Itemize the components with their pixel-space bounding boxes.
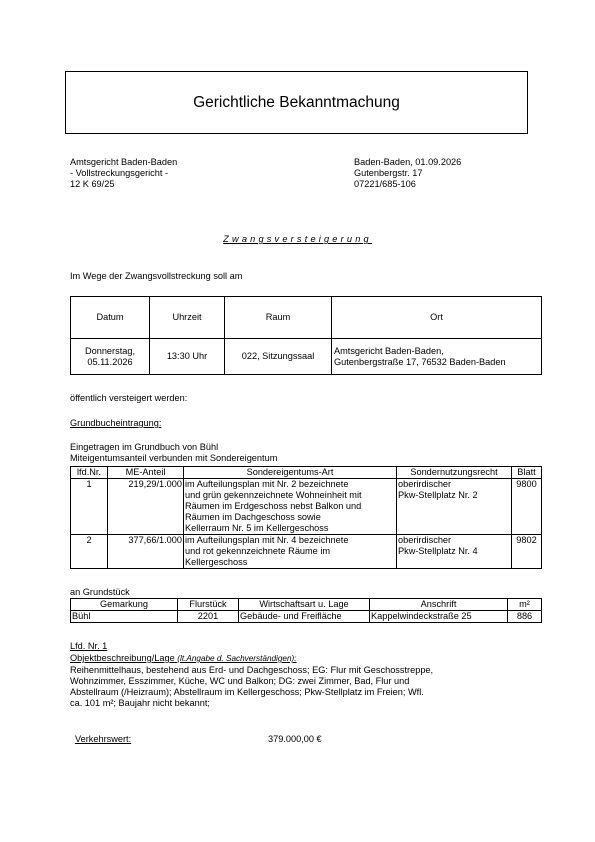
cell-raum: 022, Sitzungssaal [225,339,332,375]
grundstueck-label: an Grundstück [70,587,130,597]
row1-art-line: im Aufteilungsplan mit Nr. 2 bezeichnete [185,479,349,489]
grundbuch-line-1: Eingetragen im Grundbuch von Bühl [70,442,219,452]
col-me-anteil: ME-Anteil [108,467,184,479]
cell-uhrzeit: 13:30 Uhr [150,339,225,375]
row2-art [184,535,397,569]
cell-anschrift: Kappelwindeckstraße 25 [370,611,508,623]
row2-art-line: im Aufteilungsplan mit Nr. 4 bezeichnete [185,535,349,545]
grundbuch-line-2: Miteigentumsanteil verbunden mit Sondereigentum [70,453,278,463]
datum-weekday: Donnerstag, [84,345,136,356]
grundbuch-heading: Grundbucheintragung: [70,418,162,428]
section-heading: Zwangsversteigerung [223,234,372,244]
row1-anteil: 219,29/1.000 [108,479,184,535]
court-address [70,157,177,190]
row1-art-line: Räumen im Dachgeschoss sowie [185,512,321,522]
objekt-description [70,665,433,709]
cell-ort [332,339,542,375]
court-name: Amtsgericht Baden-Baden [70,157,178,167]
table-row [71,535,542,569]
page-title: Gerichtliche Bekanntmachung [193,94,400,111]
objekt-line: Wohnzimmer, Esszimmer, Küche, WC und Balkon; DG: zwei Zimmer, Bad, Flur und [70,676,410,686]
header-raum: Raum [225,297,332,339]
row1-art-line: Kellerraum Nr. 5 im Kellergeschoss [185,523,329,533]
ort-line-2: Gutenbergstraße 17, 76532 Baden-Baden [334,356,506,367]
header-uhrzeit: Uhrzeit [150,297,225,339]
court-division: - Vollstreckungsgericht - [70,168,169,178]
cell-flurstueck: 2201 [178,611,239,623]
cell-gemarkung: Bühl [71,611,178,623]
row2-anteil: 377,66/1.000 [108,535,184,569]
row2-blatt: 9802 [512,535,542,569]
header-ort: Ort [332,297,542,339]
sondereigentum-table [70,466,542,569]
phone: 07221/685-106 [354,179,416,189]
col-anschrift: Anschrift [370,599,508,611]
cell-wirtschaftsart: Gebäude- und Freifläche [239,611,370,623]
after-table-text: öffentlich versteigert werden: [70,393,188,403]
intro-text: Im Wege der Zwangsvollstreckung soll am [70,271,243,281]
grundstueck-table [70,598,542,623]
row2-snr-line: Pkw-Stellplatz Nr. 4 [398,546,478,556]
row2-snr [397,535,512,569]
objekt-heading [70,653,297,664]
col-blatt: Blatt [512,467,542,479]
col-lfd-nr: lfd.Nr. [71,467,108,479]
datum-date: 05.11.2026 [87,356,133,367]
row1-art-line: Räumen im Erdgeschoss nebst Balkon und [185,501,362,511]
title-box [65,71,528,134]
row1-blatt: 9800 [512,479,542,535]
row2-nr: 2 [71,535,108,569]
row2-snr-line: oberirdischer [398,535,452,545]
row1-art [184,479,397,535]
lfd-nr: Lfd. Nr. 1 [70,641,108,651]
cell-datum [71,339,150,375]
col-gemarkung: Gemarkung [71,599,178,611]
verkehrswert-label: Verkehrswert: [75,734,132,744]
header-datum: Datum [71,297,150,339]
place-date: Baden-Baden, 01.09.2026 [354,157,462,167]
cell-m2: 886 [508,611,542,623]
col-sondereigentums-art: Sondereigentums-Art [184,467,397,479]
table-row [71,611,542,623]
row1-snr-line: Pkw-Stellplatz Nr. 2 [398,490,478,500]
col-flurstueck: Flurstück [178,599,239,611]
street: Gutenbergstr. 17 [354,168,423,178]
objekt-label: Objektbeschreibung/Lage [70,653,175,663]
table-row [71,479,542,535]
row1-snr [397,479,512,535]
row1-nr: 1 [71,479,108,535]
ort-line-1: Amtsgericht Baden-Baden, [334,345,444,356]
col-sondernutzungsrecht: Sondernutzungsrecht [397,467,512,479]
row1-art-line: und grün gekennzeichnete Wohneinheit mit [185,490,362,500]
row1-snr-line: oberirdischer [398,479,452,489]
row2-art-line: Kellergeschoss [185,557,248,567]
col-wirtschaftsart: Wirtschaftsart u. Lage [239,599,370,611]
objekt-line: ca. 101 m²; Baujahr nicht bekannt; [70,698,210,708]
court-contact [354,157,461,190]
objekt-line: Reihenmittelhaus, bestehend aus Erd- und Dachgeschoss; EG: Flur mit Geschosstreppe, [70,665,434,675]
verkehrswert-value: 379.000,00 € [268,734,322,744]
objekt-line: Abstellraum (/Heizraum); Abstellraum im Kellergeschoss; Pkw-Stellplatz im Freien; Wfl. [70,687,424,697]
objekt-note: (lt.Angabe d. Sachverständigen): [177,654,297,663]
case-number: 12 K 69/25 [70,179,115,189]
col-m2: m² [508,599,542,611]
appointment-table [70,296,542,375]
row2-art-line: und rot gekennzeichnete Räume im [185,546,331,556]
